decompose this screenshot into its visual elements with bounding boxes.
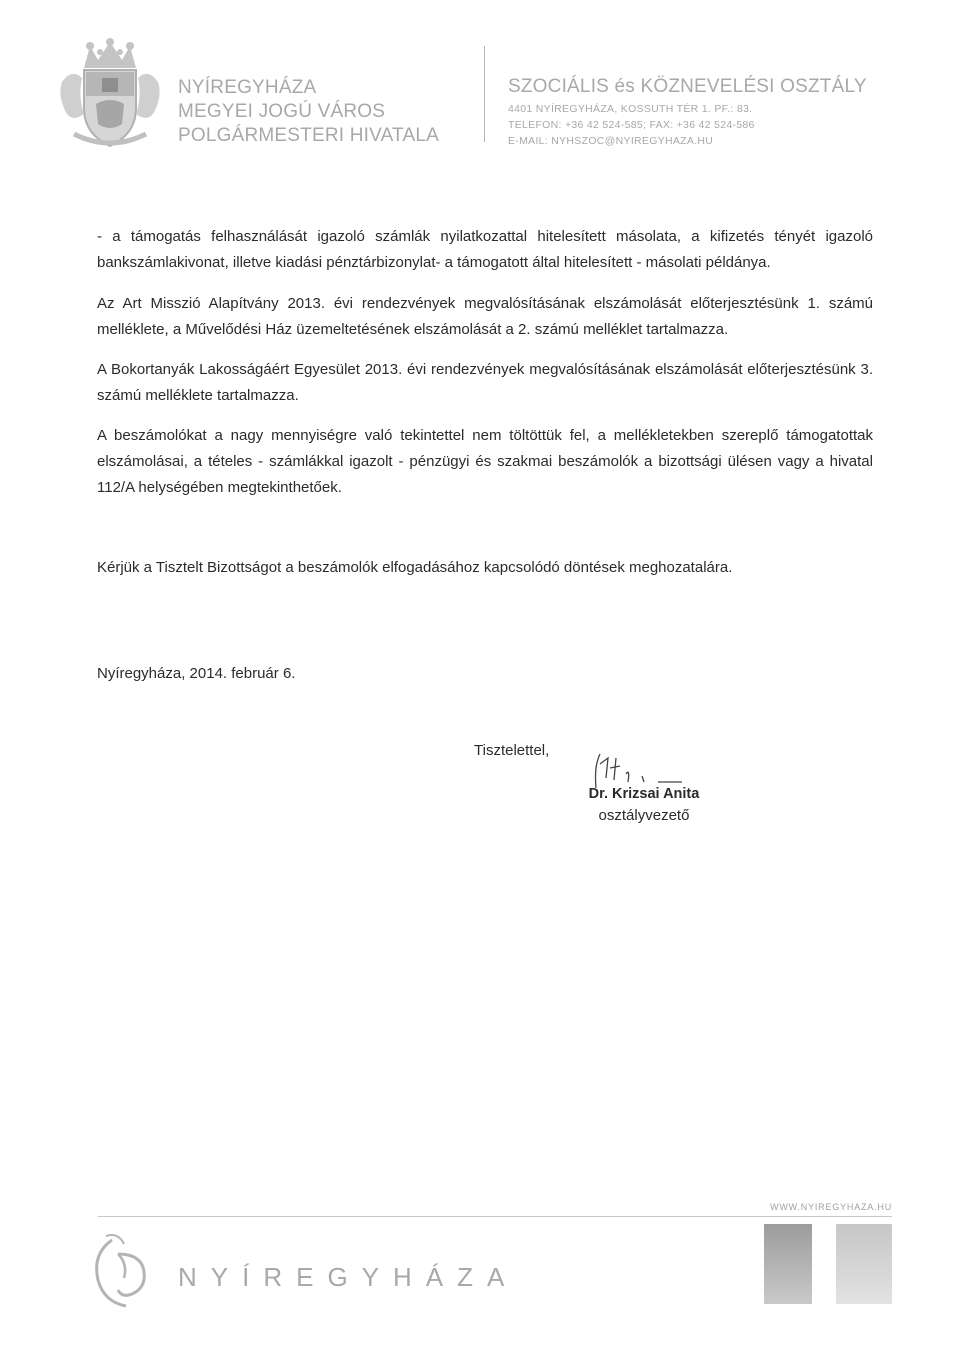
header-divider <box>484 46 485 142</box>
city-logo-icon <box>88 1232 158 1310</box>
footer-divider <box>98 1216 892 1217</box>
paragraph-bokortanyak: A Bokortanyák Lakosságáért Egyesület 2013. évi rendezvények megvalósításának elszámolását előterjesztésünk 3. számú melléklete tartalmazza. <box>97 361 873 404</box>
paragraph-attachments: - a támogatás felhasználását igazoló számlák nyilatkozattal hitelesített másolata, a kifizetés tényét igazoló bankszámlakivonat, illetve kiadási pénztárbizonylat- a támogatott által hitelesített - másolati példánya. <box>97 228 873 271</box>
contact-phone: TELEFON: +36 42 524-585; FAX: +36 42 524-586 <box>508 119 755 131</box>
footer-decor-block-light <box>836 1224 892 1304</box>
city-coat-of-arms <box>56 38 164 154</box>
footer-website: WWW.NYIREGYHAZA.HU <box>770 1202 892 1212</box>
office-name-line-1: NYÍREGYHÁZA <box>178 77 317 98</box>
signer-title: osztályvezető <box>598 807 690 824</box>
signer-name: Dr. Krizsai Anita <box>588 786 700 802</box>
contact-address: 4401 NYÍREGYHÁZA, KOSSUTH TÉR 1. PF.: 83. <box>508 103 753 115</box>
closing-greeting: Tisztelettel, <box>474 742 550 759</box>
footer-city-wordmark: NYÍREGYHÁZA <box>178 1262 519 1292</box>
paragraph-request: Kérjük a Tisztelt Bizottságot a beszámolók elfogadásához kapcsolódó döntések meghozatalára. <box>97 559 733 576</box>
contact-email: E-MAIL: NYHSZOC@NYIREGYHAZA.HU <box>508 135 714 147</box>
department-contact <box>508 101 755 149</box>
office-name-line-2: MEGYEI JOGÚ VÁROS <box>178 101 386 122</box>
date-line: Nyíregyháza, 2014. február 6. <box>97 665 296 682</box>
department-title: SZOCIÁLIS és KÖZNEVELÉSI OSZTÁLY <box>508 76 867 97</box>
office-name-line-3: POLGÁRMESTERI HIVATALA <box>178 125 439 146</box>
footer-decor-block-dark <box>764 1224 812 1304</box>
office-name <box>178 76 478 148</box>
paragraph-art-misszio: Az Art Misszió Alapítvány 2013. évi rendezvények megvalósításának elszámolását előterjesztésünk 1. számú melléklete, a Művelődési Ház üzemeltetésének elszámolását a 2. számú melléklet tartalmazza. <box>97 295 873 338</box>
paragraph-reports-availability: A beszámolókat a nagy mennyiségre való tekintettel nem töltöttük fel, a mellékletekben szereplő támogatottak elszámolásai, a tételes - számlákkal igazolt - pénzügyi és szakmai beszámolók a bizottsági ülésen vagy a hivatal 112/A helységében megtekinthetőek. <box>97 427 873 496</box>
